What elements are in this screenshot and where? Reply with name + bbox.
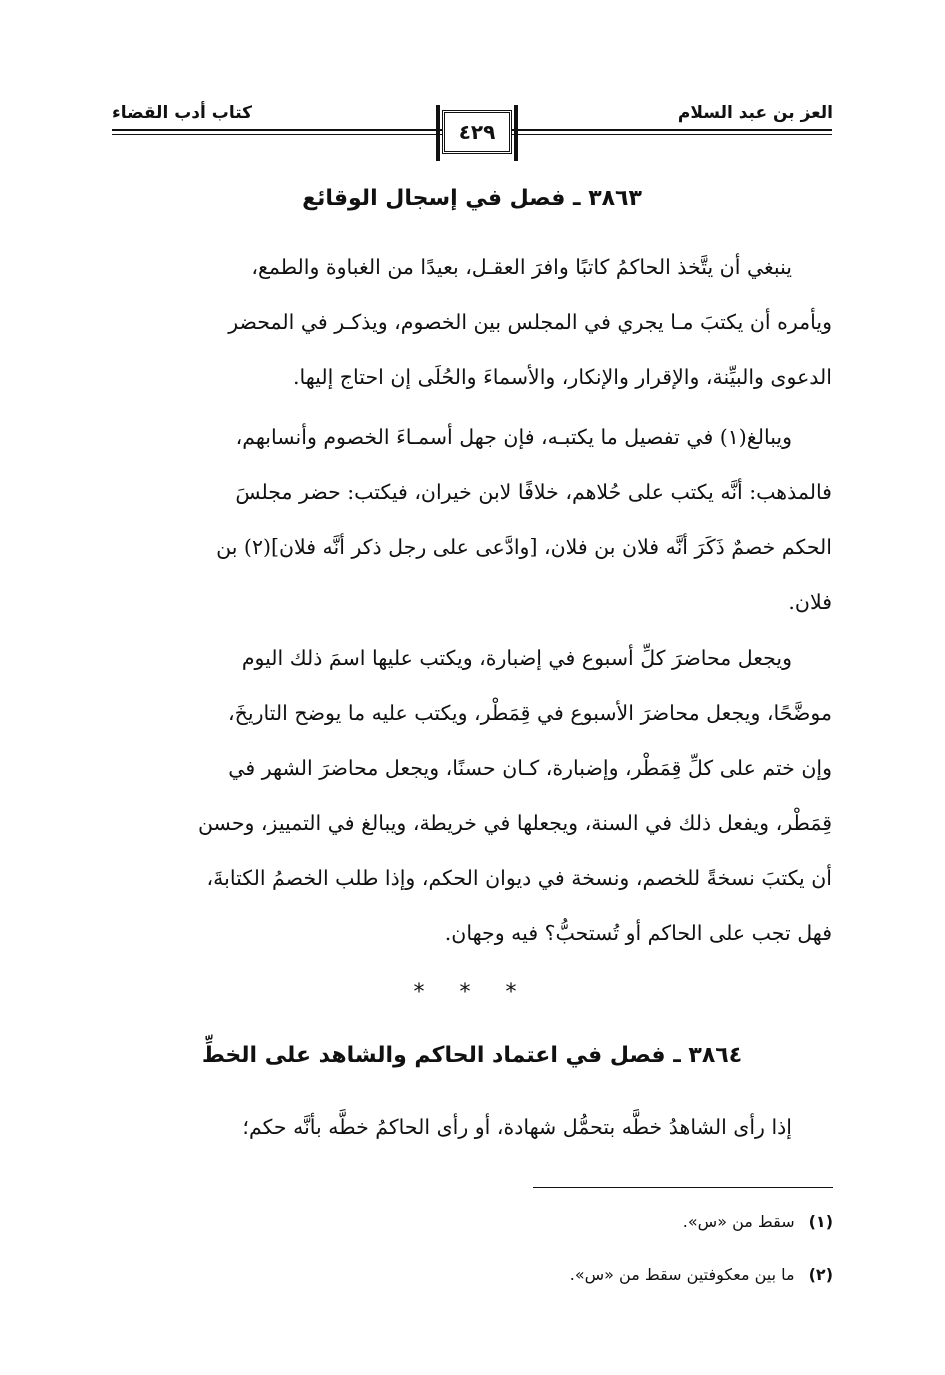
text-line: ويجعل محاضرَ كلِّ أسبوع في إضبارة، ويكتب عليها اسمَ ذلك اليوم <box>241 646 792 670</box>
paragraph <box>112 1100 832 1155</box>
footnote <box>683 1212 833 1231</box>
section-heading: ٣٨٦٤ ـ فصل في اعتماد الحاكم والشاهد على الخطِّ <box>201 1043 743 1068</box>
paragraph <box>112 410 832 630</box>
header-rule <box>112 134 442 135</box>
footnote-text: سقط من «س». <box>682 1212 795 1231</box>
text-line: فهل تجب على الحاكم أو تُستحبُّ؟ فيه وجهان. <box>444 921 832 945</box>
running-header-author: العز بن عبد السلام <box>677 103 833 123</box>
paragraph <box>112 240 832 405</box>
footnote <box>570 1265 833 1284</box>
footnote-text: ما بين معكوفتين سقط من «س». <box>569 1265 795 1284</box>
text-line: موضَّحًا، ويجعل محاضرَ الأسبوع في قِمَطْر، ويكتب عليه ما يوضح التاريخَ، <box>228 701 832 725</box>
header-rule <box>512 129 832 131</box>
header-rule <box>112 129 442 131</box>
section-separator: * * * <box>413 980 531 1005</box>
text-line: فالمذهب: أنَّه يكتب على حُلاهم، خلافًا لابن خيران، فيكتب: حضر مجلسَ <box>235 480 832 504</box>
text-line: أن يكتبَ نسخةً للخصم، ونسخة في ديوان الحكم، وإذا طلب الخصمُ الكتابةَ، <box>206 866 832 890</box>
running-header-chapter: كتاب أدب القضاء <box>112 103 253 123</box>
text-line: وإن ختم على كلِّ قِمَطْر، وإضبارة، كـان حسنًا، ويجعل محاضرَ الشهر في <box>228 756 832 780</box>
footnote-number: (٢) <box>808 1265 833 1284</box>
section-heading: ٣٨٦٣ ـ فصل في إسجال الوقائع <box>302 186 642 211</box>
text-line: ينبغي أن يتَّخذ الحاكمُ كاتبًا وافرَ العقـل، بعيدًا من الغباوة والطمع، <box>251 255 792 279</box>
text-line: ويبالغ(١) في تفصيل ما يكتبـه، فإن جهل أسمـاءَ الخصوم وأنسابهم، <box>235 425 792 449</box>
footnote-number: (١) <box>808 1212 833 1231</box>
paragraph <box>112 631 832 961</box>
text-line: قِمَطْر، ويفعل ذلك في السنة، ويجعلها في خريطة، ويبالغ في التمييز، وحسن <box>197 811 832 835</box>
page-number-frame <box>442 110 512 154</box>
page-number: ٤٢٩ <box>458 120 496 144</box>
text-line: الدعوى والبيِّنة، والإقرار والإنكار، والأسماءَ والحُلَى إن احتاج إليها. <box>292 365 832 389</box>
text-line: فلان. <box>788 590 832 614</box>
text-line: الحكم خصمٌ ذَكَرَ أنَّه فلان بن فلان، [وادَّعى على رجل ذكر أنَّه فلان](٢) بن <box>216 535 832 559</box>
header-rule <box>512 134 832 135</box>
footnote-rule <box>533 1187 833 1188</box>
text-line: ويأمره أن يكتبَ مـا يجري في المجلس بين الخصوم، ويذكـر في المحضر <box>228 310 832 334</box>
text-line: إذا رأى الشاهدُ خطَّه بتحمُّل شهادة، أو رأى الحاكمُ خطَّه بأنَّه حكم؛ <box>242 1115 792 1139</box>
